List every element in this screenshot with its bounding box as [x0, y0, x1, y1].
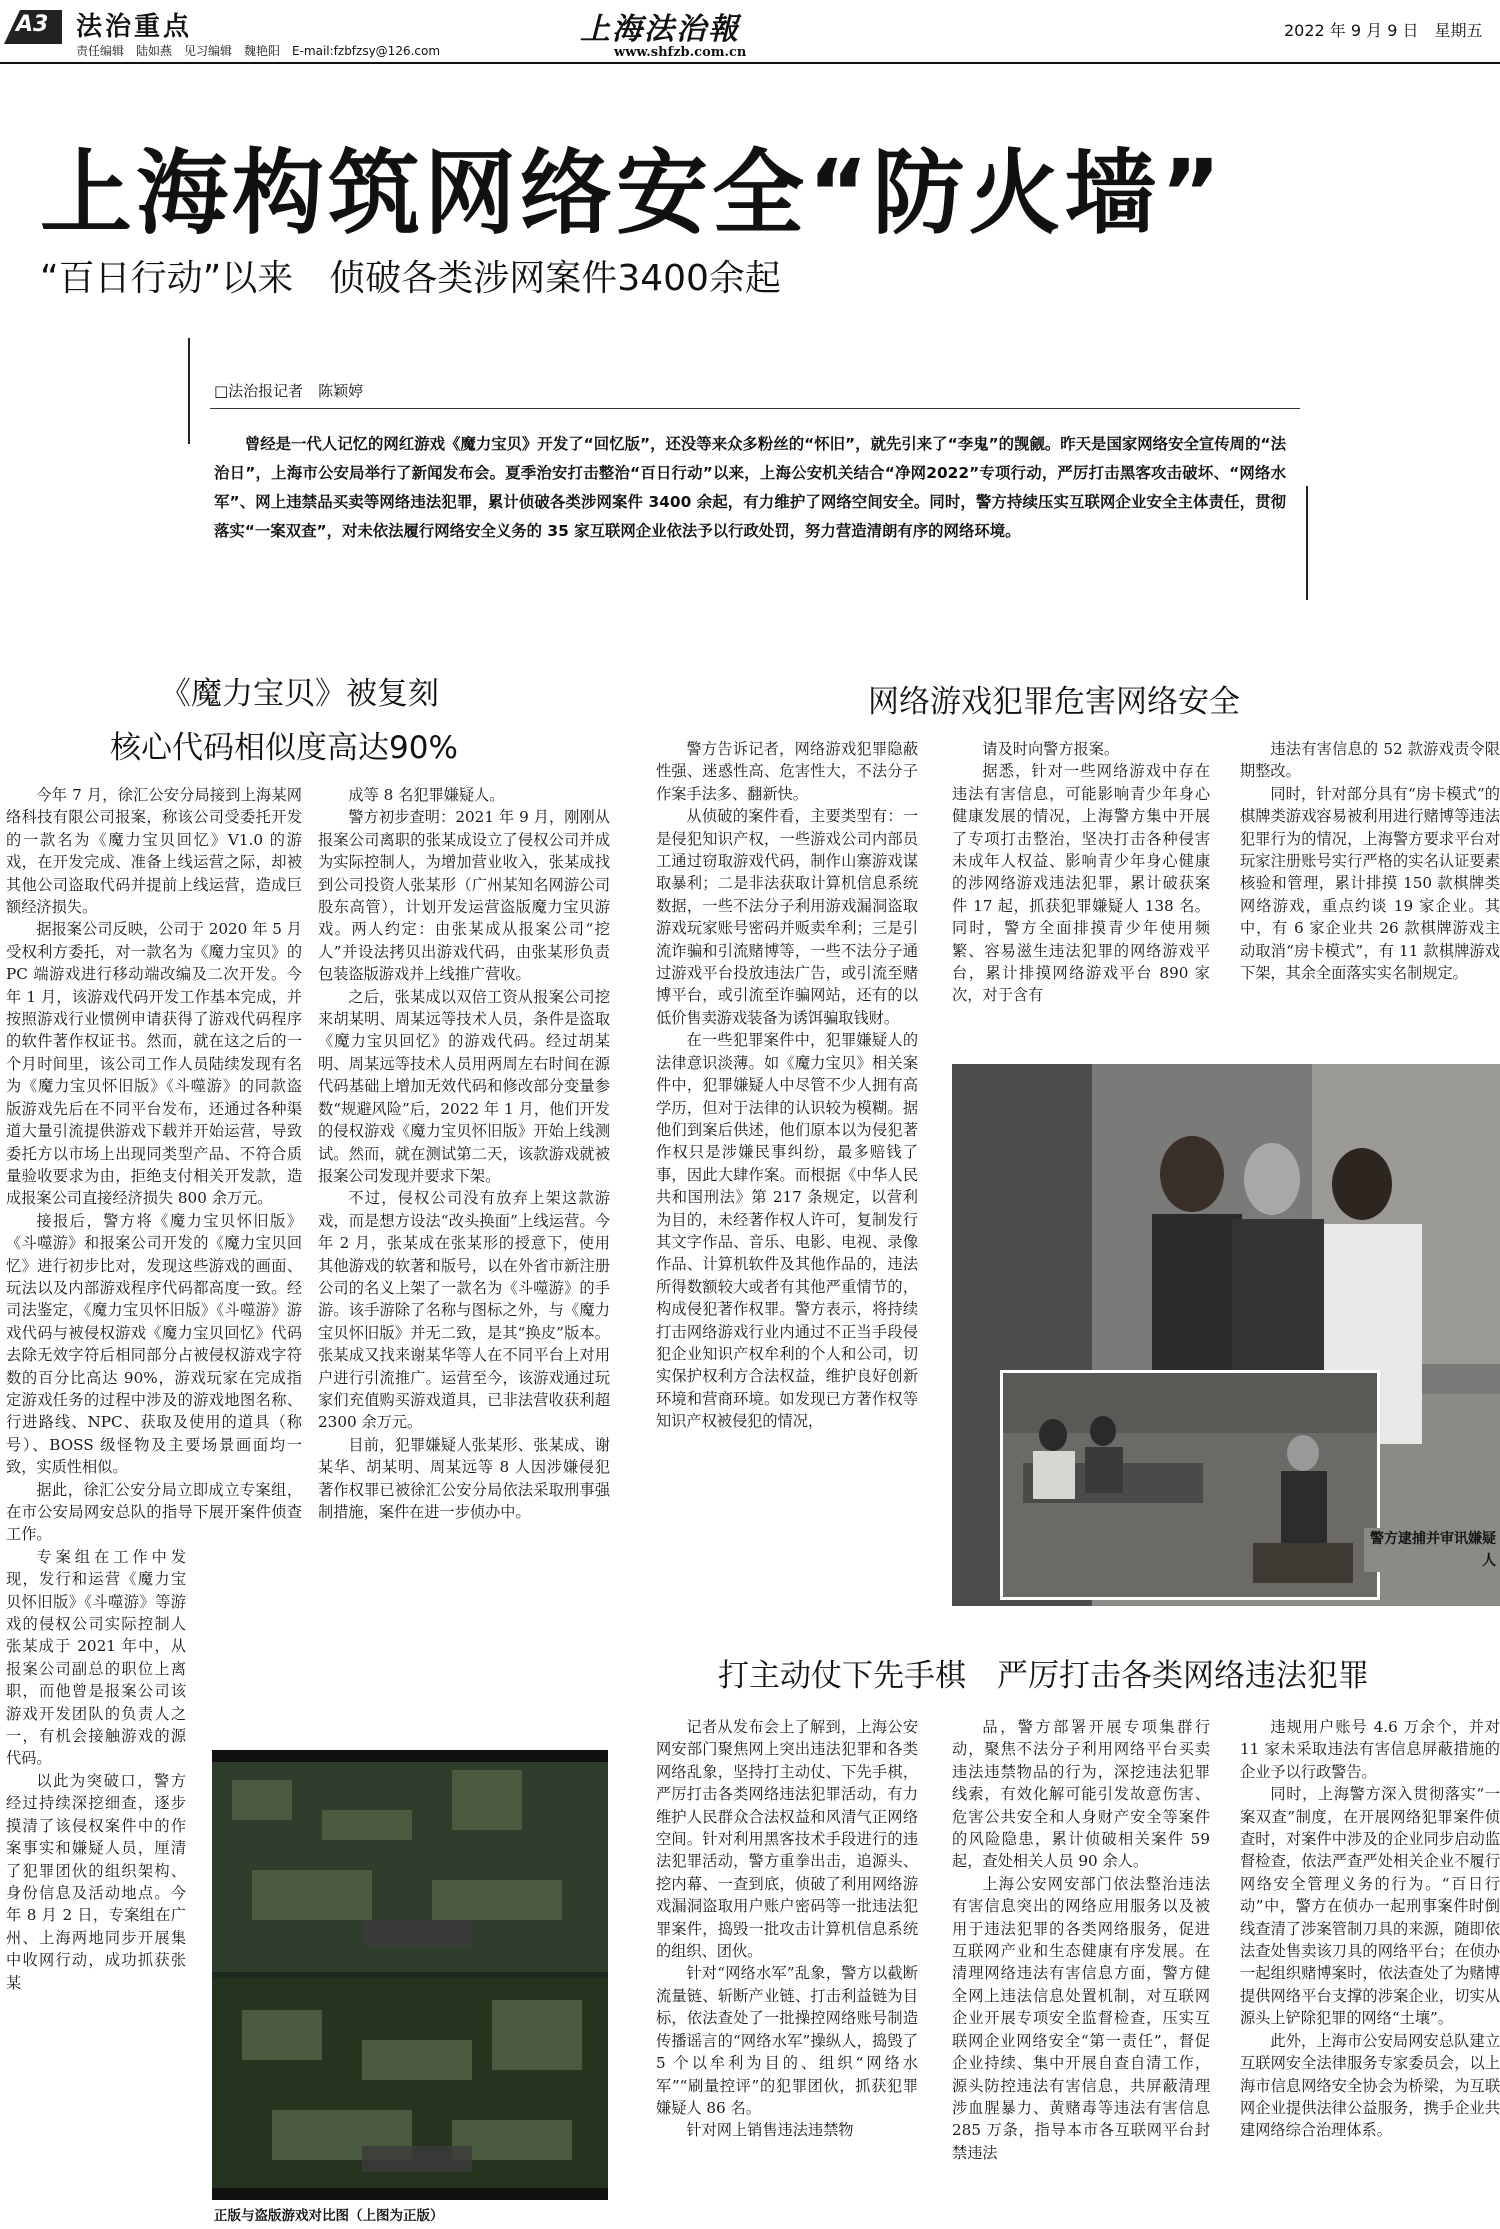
paragraph: 之后，张某成以双倍工资从报案公司挖来胡某明、周某远等技术人员，条件是盗取《魔力宝贝回忆》的游戏代码。经过胡某明、周某远等技术人员用两周左右时间在源代码基础上增加无效代码和修改部分变量参数“规避风险”后，2022 年 1 月，他们开发的侵权游戏《魔力宝贝怀旧版》开始上线测试。然而，就在测试第二天，该款游戏就被报案公司发现并要求下架。	[318, 987, 610, 1185]
paragraph: 违规用户账号 4.6 万余个，并对 11 家未采取违法有害信息屏蔽措施的企业予以行政警告。	[1240, 1718, 1500, 1781]
section2-title: 网络游戏犯罪危害网络安全	[868, 684, 1240, 720]
game-photo-caption: 正版与盗版游戏对比图（上图为正版）	[214, 2208, 444, 2224]
paragraph: 在一些犯罪案件中，犯罪嫌疑人的法律意识淡薄。如《魔力宝贝》相关案件中，犯罪嫌疑人中尽管不少人拥有高学历，但对于法律的认识较为模糊。据他们到案后供述，他们原本以为侵犯著作权只是涉嫌民事纠纷，最多赔钱了事，因此大肆作案。而根据《中华人民共和国刑法》第 217 条规定，以营利为目的，未经著作权人许可，复制发行其文字作品、音乐、电影、电视、录像作品、计算机软件及其他作品的，违法所得数额较大或者有其他严重情节的，构成侵犯著作权罪。警方表示，将持续打击网络游戏行业内通过不正当手段侵犯企业知识产权牟利的个人和公司，切实保护权利方合法权益，维护良好创新环境和营商环境。如发现已方著作权等知识产权被侵犯的情况，	[656, 1031, 918, 1431]
lead-paragraph: 曾经是一代人记忆的网红游戏《魔力宝贝》开发了“回忆版”，还没等来众多粉丝的“怀旧”，就先引来了“李鬼”的觊觎。昨天是国家网络安全宣传周的“法治日”，上海市公安局举行了新闻发布会。夏季治安打击整治“百日行动”以来，上海公安机关结合“净网2022”专项行动，严厉打击黑客攻击破坏、“网络水军”、网上违禁品买卖等网络违法犯罪，累计侦破各类涉网案件 3400 余起，有力维护了网络空间安全。同时，警方持续压实互联网企业安全主体责任，贯彻落实“一案双查”，对未依法履行网络安全义务的 35 家互联网企业依法予以行政处罚，努力营造清朗有序的网络环境。	[214, 435, 1286, 540]
paragraph: 接报后，警方将《魔力宝贝怀旧版》《斗噬游》和报案公司开发的《魔力宝贝回忆》进行初步比对，发现这些游戏的画面、玩法以及内部游戏程序代码都高度一致。经司法鉴定，《魔力宝贝怀旧版》《斗噬游》游戏代码与被侵权游戏《魔力宝贝回忆》代码去除无效字符后相同部分占被侵权游戏字符数的百分比高达 90%，游戏玩家在完成指定游戏任务的过程中涉及的游戏地图名称、行进路线、NPC、获取及使用的道具（称号）、BOSS 级怪物及主要场景画面均一致，实质性相似。	[6, 1211, 302, 1477]
paragraph: 请及时向警方报案。	[982, 740, 1120, 758]
paragraph: 以此为突破口，警方经过持续深挖细查，逐步摸清了该侵权案件中的作案事实和嫌疑人员，厘清了犯罪团伙的组织架构、身份信息及活动地点。今年 8 月 2 日，专案组在广州、上海两地同步开展集中收网行动，成功抓获张某	[6, 1771, 186, 1992]
section2-column5	[1240, 738, 1500, 1038]
paragraph: 同时，针对部分具有“房卡模式”的棋牌类游戏容易被利用进行赌博等违法犯罪行为的情况，上海警方要求平台对玩家注册账号实行严格的实名认证要素核验和管理，累计排摸 150 款棋牌类网络游戏，重点约谈 19 家企业。其中，有 6 家企业共 26 款棋牌游戏主动取消“房卡模式”，有 11 款棋牌游戏下架，其余全面落实实名制规定。	[1240, 784, 1500, 983]
paper-name: 上海法治報	[580, 12, 740, 47]
arrest-photo-caption: 警方逮捕并审讯嫌疑人	[1364, 1528, 1496, 1572]
section3-column4	[952, 1716, 1210, 2226]
section2-column4	[952, 738, 1210, 1038]
section2-column3	[656, 738, 918, 1633]
paragraph: 不过，侵权公司没有放弃上架这款游戏，而是想方设法“改头换面”上线运营。今年 2 月，张某成在张某形的授意下，使用其他游戏的软著和版号，以在外省市新注册公司的名义上架了一款名为《斗噬游》的手游。该手游除了名称与图标之外，与《魔力宝贝怀旧版》并无二致，是其“换皮”版本。张某成又找来谢某华等人在不同平台上对用户进行引流推广。运营至今，该游戏通过玩家们充值购买游戏道具，已非法营收获利超 2300 余万元。	[318, 1189, 610, 1432]
masthead-rule	[0, 62, 1500, 64]
paragraph: 成等 8 名犯罪嫌疑人。	[348, 786, 505, 804]
paragraph: 针对“网络水军”乱象，警方以截断流量链、斩断产业链、打击利益链为目标，依法查处了一批操控网络账号制造传播谣言的“网络水军”操纵人，捣毁了 5 个以牟利为目的、组织“网络水军”“刷量控评”的犯罪团伙，抓获犯罪嫌疑人 86 名。	[656, 1964, 918, 2117]
paper-url: www.shfzb.com.cn	[614, 45, 747, 60]
game-comparison-photo	[212, 1750, 608, 2200]
page-number: A3	[16, 12, 49, 37]
paragraph: 据报案公司反映，公司于 2020 年 5 月受权利方委托，对一款名为《魔力宝贝》的 PC 端游戏进行移动端改编及二次开发。今年 1 月，该游戏代码开发工作基本完成，并按照游戏行业惯例申请获得了游戏代码程序的软件著作权证书。然而，就在这之后的一个月时间里，该公司工作人员陆续发现有名为《魔力宝贝怀旧版》《斗噬游》的同款盗版游戏先后在不同平台发布，还通过各种渠道大量引流提供游戏下载并开始运营，导致委托方以市场上出现同类型产品、不符合质量验收要求为由，拒绝支付相关开发款，造成报案公司直接经济损失 800 余万元。	[6, 920, 302, 1208]
subheadline: “百日行动”以来 侦破各类涉网案件3400余起	[40, 258, 781, 299]
paragraph: 目前，犯罪嫌疑人张某形、张某成、谢某华、胡某明、周某远等 8 人因涉嫌侵犯著作权罪已被徐汇公安分局依法采取刑事强制措施，案件在进一步侦办中。	[318, 1435, 610, 1521]
paragraph: 据悉，针对一些网络游戏中存在违法有害信息，可能影响青少年身心健康发展的情况，上海警方集中开展了专项打击整治，坚决打击各种侵害未成年人权益、影响青少年身心健康的涉网络游戏违法犯罪，累计破获案件 17 起，抓获犯罪嫌疑人 138 名。同时，警方全面排摸青少年使用频繁、容易滋生违法犯罪的网络游戏平台，累计排摸网络游戏平台 890 家次，对于含有	[952, 762, 1210, 1005]
headline: 上海构筑网络安全“防火墙”	[40, 140, 1225, 247]
section3-title: 打主动仗下先手棋 严厉打击各类网络违法犯罪	[718, 1658, 1369, 1694]
page-number-badge	[2, 6, 62, 44]
editors-line: 责任编辑 陆如燕 见习编辑 魏艳阳 E-mail:fzbfzsy@126.com	[76, 44, 441, 58]
byline-rule	[210, 408, 1300, 409]
section1-column2	[318, 784, 610, 1734]
paragraph: 今年 7 月，徐汇公安分局接到上海某网络科技有限公司报案，称该公司受委托开发的一款名为《魔力宝贝回忆》V1.0 的游戏，在开发完成、准备上线运营之际，却被其他公司盗取代码并提前上线运营，造成巨额经济损失。	[6, 786, 302, 917]
byline: □法治报记者 陈颖婷	[214, 382, 364, 400]
paragraph: 专案组在工作中发现，发行和运营《魔力宝贝怀旧版》《斗噬游》等游戏的侵权公司实际控制人张某成于 2021 年中，从报案公司副总的职位上离职，而他曾是报案公司该游戏开发团队的负责人之一，有机会接触游戏的源代码。	[6, 1547, 186, 1768]
paragraph: 针对网上销售违法违禁物	[686, 2121, 854, 2140]
paragraph: 此外，上海市公安局网安总队建立互联网安全法律服务专家委员会，以上海市信息网络安全协会为桥梁，为互联网企业提供法律公益服务，携手企业共建网络综合治理体系。	[1240, 2031, 1500, 2140]
paragraph: 据此，徐汇公安分局立即成立专案组，在市公安局网安总队的指导下展开案件侦查工作。	[6, 1480, 302, 1544]
paragraph: 从侦破的案件看，主要类型有：一是侵犯知识产权，一些游戏公司内部员工通过窃取游戏代码，制作山寨游戏谋取暴利；二是非法获取计算机信息系统数据，一些不法分子利用游戏漏洞盗取游戏玩家账号密码并贩卖牟利；三是引流诈骗和引流赌博等，一些不法分子通过游戏平台投放违法广告，或引流至赌博平台，或引流至诈骗网站，还有的以低价售卖游戏装备为诱饵骗取钱财。	[656, 807, 918, 1027]
lead-right-rule	[1306, 486, 1308, 600]
interrogation-photo	[1000, 1370, 1380, 1600]
paragraph: 违法有害信息的 52 款游戏责令限期整改。	[1240, 740, 1500, 781]
paragraph: 记者从发布会上了解到，上海公安网安部门聚焦网上突出违法犯罪和各类网络乱象，坚持打主动仗、下先手棋，严厉打击各类网络违法犯罪活动，有力维护人民群众合法权益和风清气正网络空间。针对利用黑客技术手段进行的违法犯罪活动，警方重拳出击，追源头、挖内幕、一查到底，侦破了利用网络游戏漏洞盗取用户账户密码等一批违法犯罪案件，捣毁一批攻击计算机信息系统的组织、团伙。	[656, 1718, 918, 1961]
section3-column5	[1240, 1716, 1500, 2226]
paragraph: 品，警方部署开展专项集群行动，聚焦不法分子利用网络平台买卖违法违禁物品的行为，深挖违法犯罪线索，有效化解可能引发故意伤害、危害公共安全和人身财产安全等案件的风险隐患，累计侦破相关案件 59 起，查处相关人员 90 余人。	[952, 1718, 1210, 1871]
paragraph: 警方初步查明：2021 年 9 月，刚刚从报案公司离职的张某成设立了侵权公司并成为实际控制人，为增加营业收入，张某成找到公司投资人张某形（广州某知名网游公司股东高管），计划开发运营盗版魔力宝贝游戏。两人约定：由张某成从报案公司“挖人”并设法拷贝出游戏代码，由张某形负责包装盗版游戏并上线推广营收。	[318, 808, 610, 984]
paragraph: 同时，上海警方深入贯彻落实“一案双查”制度，在开展网络犯罪案件侦查时，对案件中涉及的企业同步启动监督检查，依法严查严处相关企业不履行网络安全管理义务的行为。“百日行动”中，警方在侦办一起刑事案件时倒线查清了涉案管制刀具的来源，随即依法查处售卖该刀具的网络平台；在侦办一起组织赌博案时，依法查处了为赌博提供网络平台支撑的涉案企业，切实从源头上铲除犯罪的网络“土壤”。	[1240, 1785, 1500, 2028]
paragraph: 上海公安网安部门依法整治违法有害信息突出的网络应用服务以及被用于违法犯罪的各类网络服务，促进互联网产业和生态健康有序发展。在清理网络违法有害信息方面，警方健全网上违法信息处置机制，对互联网企业开展专项安全监督检查，压实互联网企业网络安全“第一责任”，督促企业持续、集中开展自查自清工作，源头防控违法有害信息，共屏蔽清理涉血腥暴力、黄赌毒等违法有害信息 285 万条，指导本市各互联网平台封禁违法	[952, 1874, 1210, 2162]
lead-vertical-rule	[188, 338, 190, 444]
issue-date: 2022 年 9 月 9 日 星期五	[1284, 21, 1483, 40]
section1-title: 《魔力宝贝》被复刻	[160, 676, 439, 712]
section3-column3	[656, 1716, 918, 2226]
section1-subtitle: 核心代码相似度高达90%	[110, 730, 458, 766]
section-name: 法治重点	[76, 12, 193, 42]
paragraph: 警方告诉记者，网络游戏犯罪隐蔽性强、迷惑性高、危害性大，不法分子作案手法多、翻新快。	[656, 740, 918, 803]
